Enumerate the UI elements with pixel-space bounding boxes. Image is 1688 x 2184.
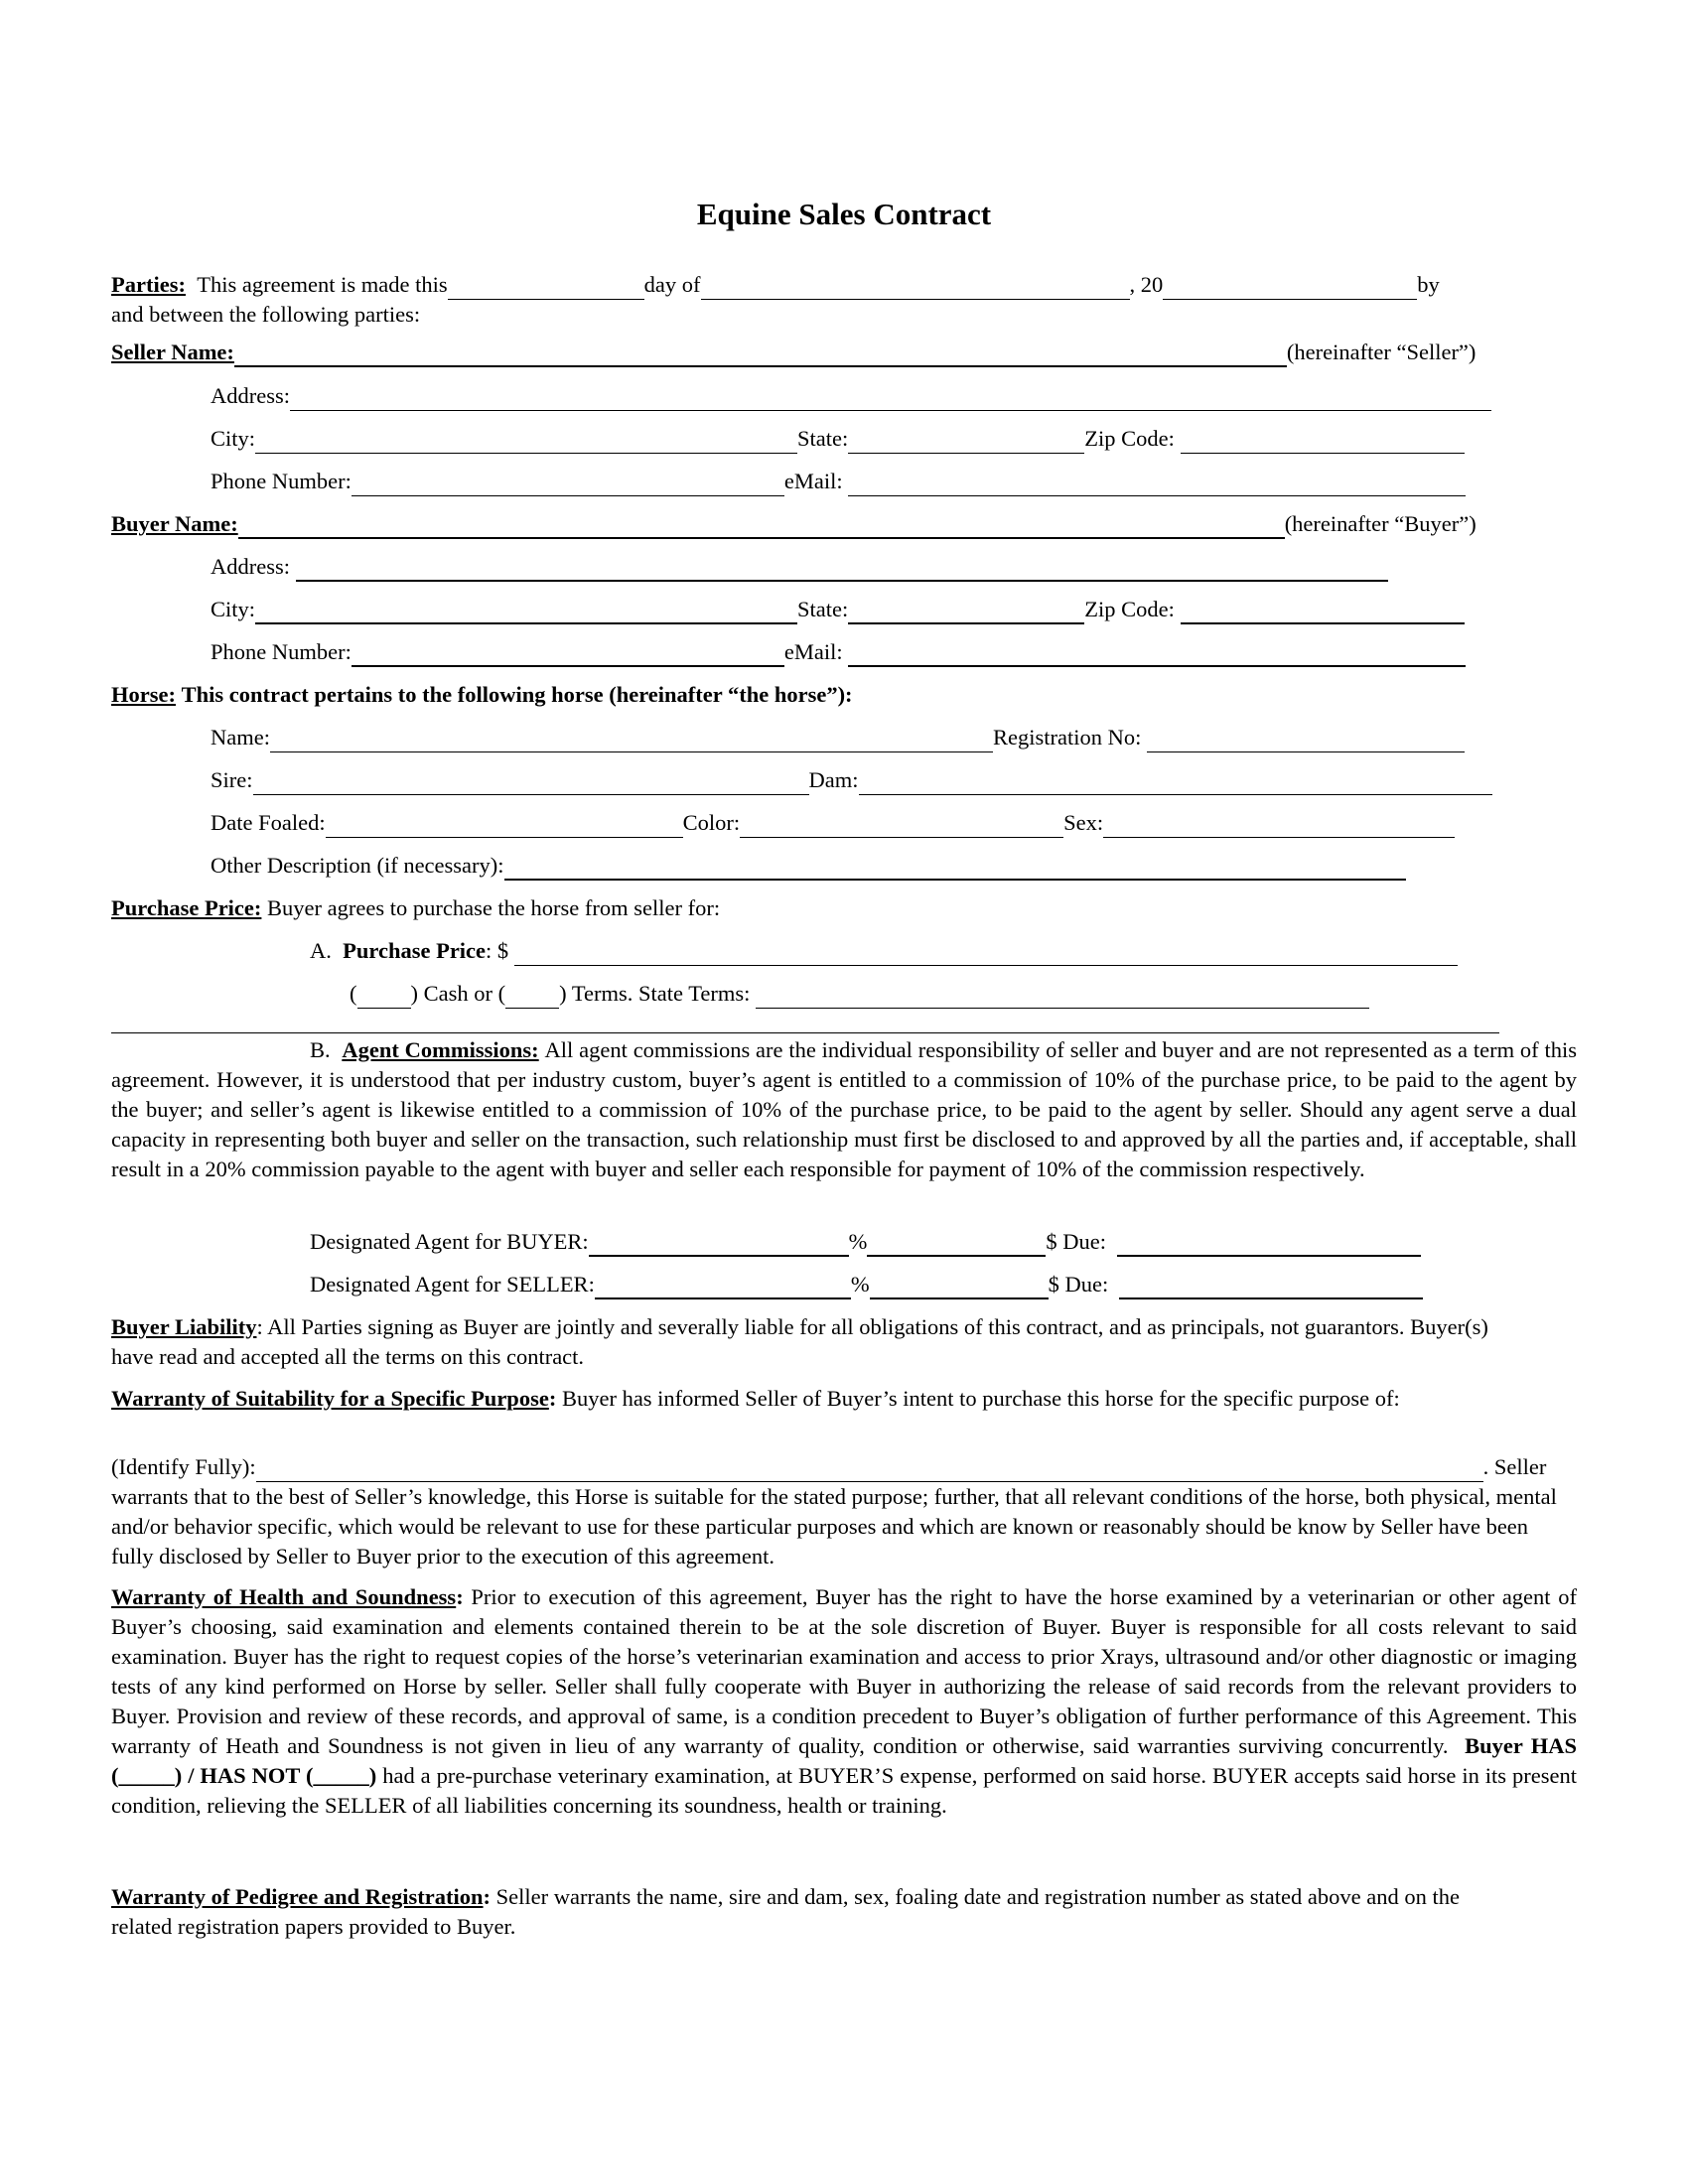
- commissions-text: All agent commissions are the individual responsibility of seller and buyer and are not represented as a term of this agreement. However, it is understood that per industry custom, buyer’s agent is entitled to a commission of 10% of the purchase price, to be paid to the agent by the buyer; and seller’s agent is likewise entitled to a commission of 10% of the purchase price, to be paid to the agent by seller. Should any agent serve a dual capacity in representing both buyer and seller on the transaction, such relationship must first be disclosed to and approved by all the parties and, if acceptable, shall result in a 20% commission payable to the agent with buyer and seller each responsible for payment of 10% of the commission respectively.: [111, 1037, 1578, 1181]
- buyer-agent-label: Designated Agent for BUYER:: [310, 1229, 589, 1254]
- seller-phone-row: [211, 467, 1466, 496]
- commissions-paragraph: [111, 1035, 1577, 1184]
- buyer-city-label: City:: [211, 597, 256, 621]
- seller-suffix: (hereinafter “Seller”): [1286, 340, 1477, 364]
- pedigree-heading: Warranty of Pedigree and Registration: [111, 1884, 484, 1909]
- terms-label: ) Terms. State Terms:: [559, 981, 751, 1006]
- seller-name-row: [111, 338, 1476, 367]
- registration-field[interactable]: [1147, 730, 1465, 752]
- parties-text-2: day of: [643, 272, 701, 297]
- seller-agent-label: Designated Agent for SELLER:: [310, 1272, 595, 1297]
- commissions-heading: Agent Commissions:: [342, 1037, 539, 1062]
- suitability-colon: :: [548, 1386, 557, 1411]
- identify-seller: . Seller: [1482, 1454, 1547, 1479]
- month-field[interactable]: [701, 277, 1130, 300]
- day-field[interactable]: [448, 277, 644, 300]
- foaled-field[interactable]: [326, 815, 683, 838]
- seller-address-field[interactable]: [290, 388, 1491, 411]
- color-label: Color:: [682, 810, 741, 835]
- cash-label: ) Cash or (: [410, 981, 506, 1006]
- purchase-heading-row: [111, 893, 720, 923]
- horse-name-label: Name:: [211, 725, 270, 750]
- liability-heading: Buyer Liability: [111, 1314, 257, 1339]
- seller-city-field[interactable]: [255, 431, 797, 454]
- buyer-phone-field[interactable]: [352, 643, 784, 667]
- health-exam-choice: Buyer HAS (_____) / HAS NOT (_____): [111, 1733, 1578, 1788]
- buyer-suffix: (hereinafter “Buyer”): [1284, 511, 1477, 536]
- health-heading: Warranty of Health and Soundness: [111, 1584, 457, 1609]
- buyer-state-label: State:: [797, 597, 849, 621]
- buyer-phone-row: [211, 637, 1466, 667]
- buyer-due-field[interactable]: [1117, 1233, 1421, 1257]
- terms-continuation-line[interactable]: [111, 1032, 1499, 1033]
- buyer-phone-label: Phone Number:: [211, 639, 352, 664]
- parties-text-1: This agreement is made this: [197, 272, 448, 297]
- page-title: Equine Sales Contract: [696, 197, 992, 231]
- buyer-email-field[interactable]: [848, 643, 1466, 667]
- buyer-email-label: eMail:: [783, 639, 843, 664]
- identify-row: [111, 1452, 1577, 1482]
- buyer-address-label: Address:: [211, 554, 290, 579]
- parties-line: [111, 270, 1440, 300]
- buyer-pct-field[interactable]: [867, 1233, 1046, 1257]
- sex-field[interactable]: [1103, 815, 1455, 838]
- seller-address-label: Address:: [211, 383, 290, 408]
- identify-field[interactable]: [256, 1459, 1483, 1482]
- color-field[interactable]: [740, 815, 1063, 838]
- purchase-price-field[interactable]: [514, 943, 1458, 966]
- buyer-zip-label: Zip Code:: [1084, 597, 1175, 621]
- parties-text-4: by: [1417, 272, 1440, 297]
- buyer-agent-row: [310, 1227, 1421, 1257]
- buyer-pct-label: %: [848, 1229, 868, 1254]
- purchase-price-row: [310, 936, 1458, 966]
- suitability-heading: Warranty of Suitability for a Specific Purpose: [111, 1386, 549, 1411]
- seller-due-field[interactable]: [1119, 1276, 1423, 1299]
- suitability-text: Buyer has informed Seller of Buyer’s intent to purchase this horse for the specific purpose of:: [561, 1386, 1400, 1411]
- liability-paragraph: [111, 1312, 1521, 1372]
- purchase-price-label: Purchase Price: [343, 938, 487, 963]
- parties-heading: Parties:: [111, 272, 186, 297]
- identify-label: (Identify Fully):: [111, 1454, 256, 1479]
- buyer-city-field[interactable]: [255, 601, 797, 624]
- year-field[interactable]: [1163, 277, 1417, 300]
- seller-due-label: $ Due:: [1048, 1272, 1109, 1297]
- horse-heading-row: [111, 680, 853, 710]
- cash-checkbox[interactable]: [357, 986, 411, 1009]
- purchase-heading: Purchase Price:: [111, 895, 262, 920]
- buyer-heading: Buyer Name:: [111, 511, 238, 536]
- commissions-prefix: B.: [310, 1037, 331, 1062]
- seller-email-field[interactable]: [848, 474, 1466, 496]
- seller-agent-field[interactable]: [595, 1276, 851, 1299]
- sire-field[interactable]: [253, 772, 809, 795]
- horse-name-row: [211, 723, 1465, 752]
- seller-city-row: [211, 424, 1465, 454]
- parties-text-3: , 20: [1129, 272, 1164, 297]
- seller-phone-label: Phone Number:: [211, 469, 352, 493]
- suitability-paragraph-2: warrants that to the best of Seller’s knowledge, this Horse is suitable for the stated purpose; further, that all relevant conditions of the horse, both physical, mental and/or behavior specific, which would be relevant to use for these particular purposes and which are known or reasonably should be know by Seller have been fully disclosed by Seller to Buyer prior to the execution of this agreement.: [111, 1484, 1557, 1569]
- horse-name-field[interactable]: [270, 730, 993, 752]
- health-colon: :: [456, 1584, 464, 1609]
- suitability-paragraph: [111, 1384, 1521, 1414]
- state-terms-field[interactable]: [756, 986, 1369, 1009]
- pedigree-text: Seller warrants the name, sire and dam, sex, foaling date and registration number as stated above and on the related registration papers provided to Buyer.: [111, 1884, 1460, 1939]
- seller-address-row: [211, 381, 1491, 411]
- dam-field[interactable]: [859, 772, 1492, 795]
- payment-terms-row: [350, 979, 1369, 1009]
- purchase-text: Buyer agrees to purchase the horse from seller for:: [267, 895, 721, 920]
- buyer-due-label: $ Due:: [1046, 1229, 1106, 1254]
- horse-heading: Horse:: [111, 682, 176, 707]
- buyer-name-row: [111, 509, 1477, 539]
- buyer-address-field[interactable]: [296, 558, 1388, 582]
- horse-text: This contract pertains to the following horse (hereinafter “the horse”):: [181, 682, 853, 707]
- seller-pct-label: %: [850, 1272, 870, 1297]
- seller-pct-field[interactable]: [870, 1276, 1049, 1299]
- other-label: Other Description (if necessary):: [211, 853, 504, 878]
- health-text-2: had a pre-purchase veterinary examination, at BUYER’S expense, performed on said horse. BUYER accepts said horse in its present condition, relieving the SELLER of all liabilities concerning its soundness, health or training.: [111, 1763, 1578, 1818]
- horse-other-row: [211, 851, 1406, 881]
- seller-city-label: City:: [211, 426, 256, 451]
- buyer-zip-field[interactable]: [1181, 601, 1465, 624]
- seller-phone-field[interactable]: [352, 474, 784, 496]
- liability-text: : All Parties signing as Buyer are jointly and severally liable for all obligations of this contract, and as principals, not guarantors. Buyer(s) have read and accepted all the terms on this contract.: [111, 1314, 1488, 1369]
- sex-label: Sex:: [1063, 810, 1104, 835]
- buyer-name-field[interactable]: [238, 515, 1285, 539]
- seller-heading: Seller Name:: [111, 340, 234, 364]
- foaled-label: Date Foaled:: [211, 810, 326, 835]
- horse-sire-row: [211, 765, 1492, 795]
- other-field[interactable]: [504, 857, 1406, 881]
- sire-label: Sire:: [211, 767, 253, 792]
- buyer-state-field[interactable]: [848, 601, 1084, 624]
- pedigree-paragraph: [111, 1882, 1521, 1942]
- registration-label: Registration No:: [992, 725, 1142, 750]
- seller-zip-label: Zip Code:: [1084, 426, 1175, 451]
- seller-agent-row: [310, 1270, 1423, 1299]
- pedigree-colon: :: [483, 1884, 492, 1909]
- seller-email-label: eMail:: [783, 469, 843, 493]
- terms-checkbox[interactable]: [505, 986, 559, 1009]
- buyer-agent-field[interactable]: [589, 1233, 849, 1257]
- health-paragraph: [111, 1582, 1577, 1821]
- cash-open: (: [350, 981, 357, 1006]
- buyer-city-row: [211, 595, 1465, 624]
- seller-state-field[interactable]: [848, 431, 1084, 454]
- dam-label: Dam:: [808, 767, 859, 792]
- seller-zip-field[interactable]: [1181, 431, 1465, 454]
- purchase-a-prefix: A.: [310, 938, 332, 963]
- horse-foaled-row: [211, 808, 1455, 838]
- health-text-1: Prior to execution of this agreement, Buyer has the right to have the horse examined by a veterinarian or other agent of Buyer’s choosing, said examination and elements contained therein to be at the sole discretion of Buyer. Buyer is responsible for all costs relevant to said examination. Buyer has the right to request copies of the horse’s veterinarian examination and access to prior Xrays, ultrasound and/or other diagnostic or imaging tests of any kind performed on Horse by seller. Seller shall fully cooperate with Buyer in authorizing the release of said records from the relevant providers to Buyer. Provision and review of these records, and approval of same, is a condition precedent to Buyer’s obligation of further performance of this Agreement. This warranty of Heath and Soundness is not given in lieu of any warranty of quality, condition or otherwise, said warranties surviving concurrently.: [111, 1584, 1578, 1758]
- purchase-price-suffix: : $: [486, 938, 509, 963]
- seller-state-label: State:: [797, 426, 849, 451]
- parties-line-2: and between the following parties:: [111, 302, 421, 327]
- seller-name-field[interactable]: [234, 343, 1287, 367]
- buyer-address-row: [211, 552, 1388, 582]
